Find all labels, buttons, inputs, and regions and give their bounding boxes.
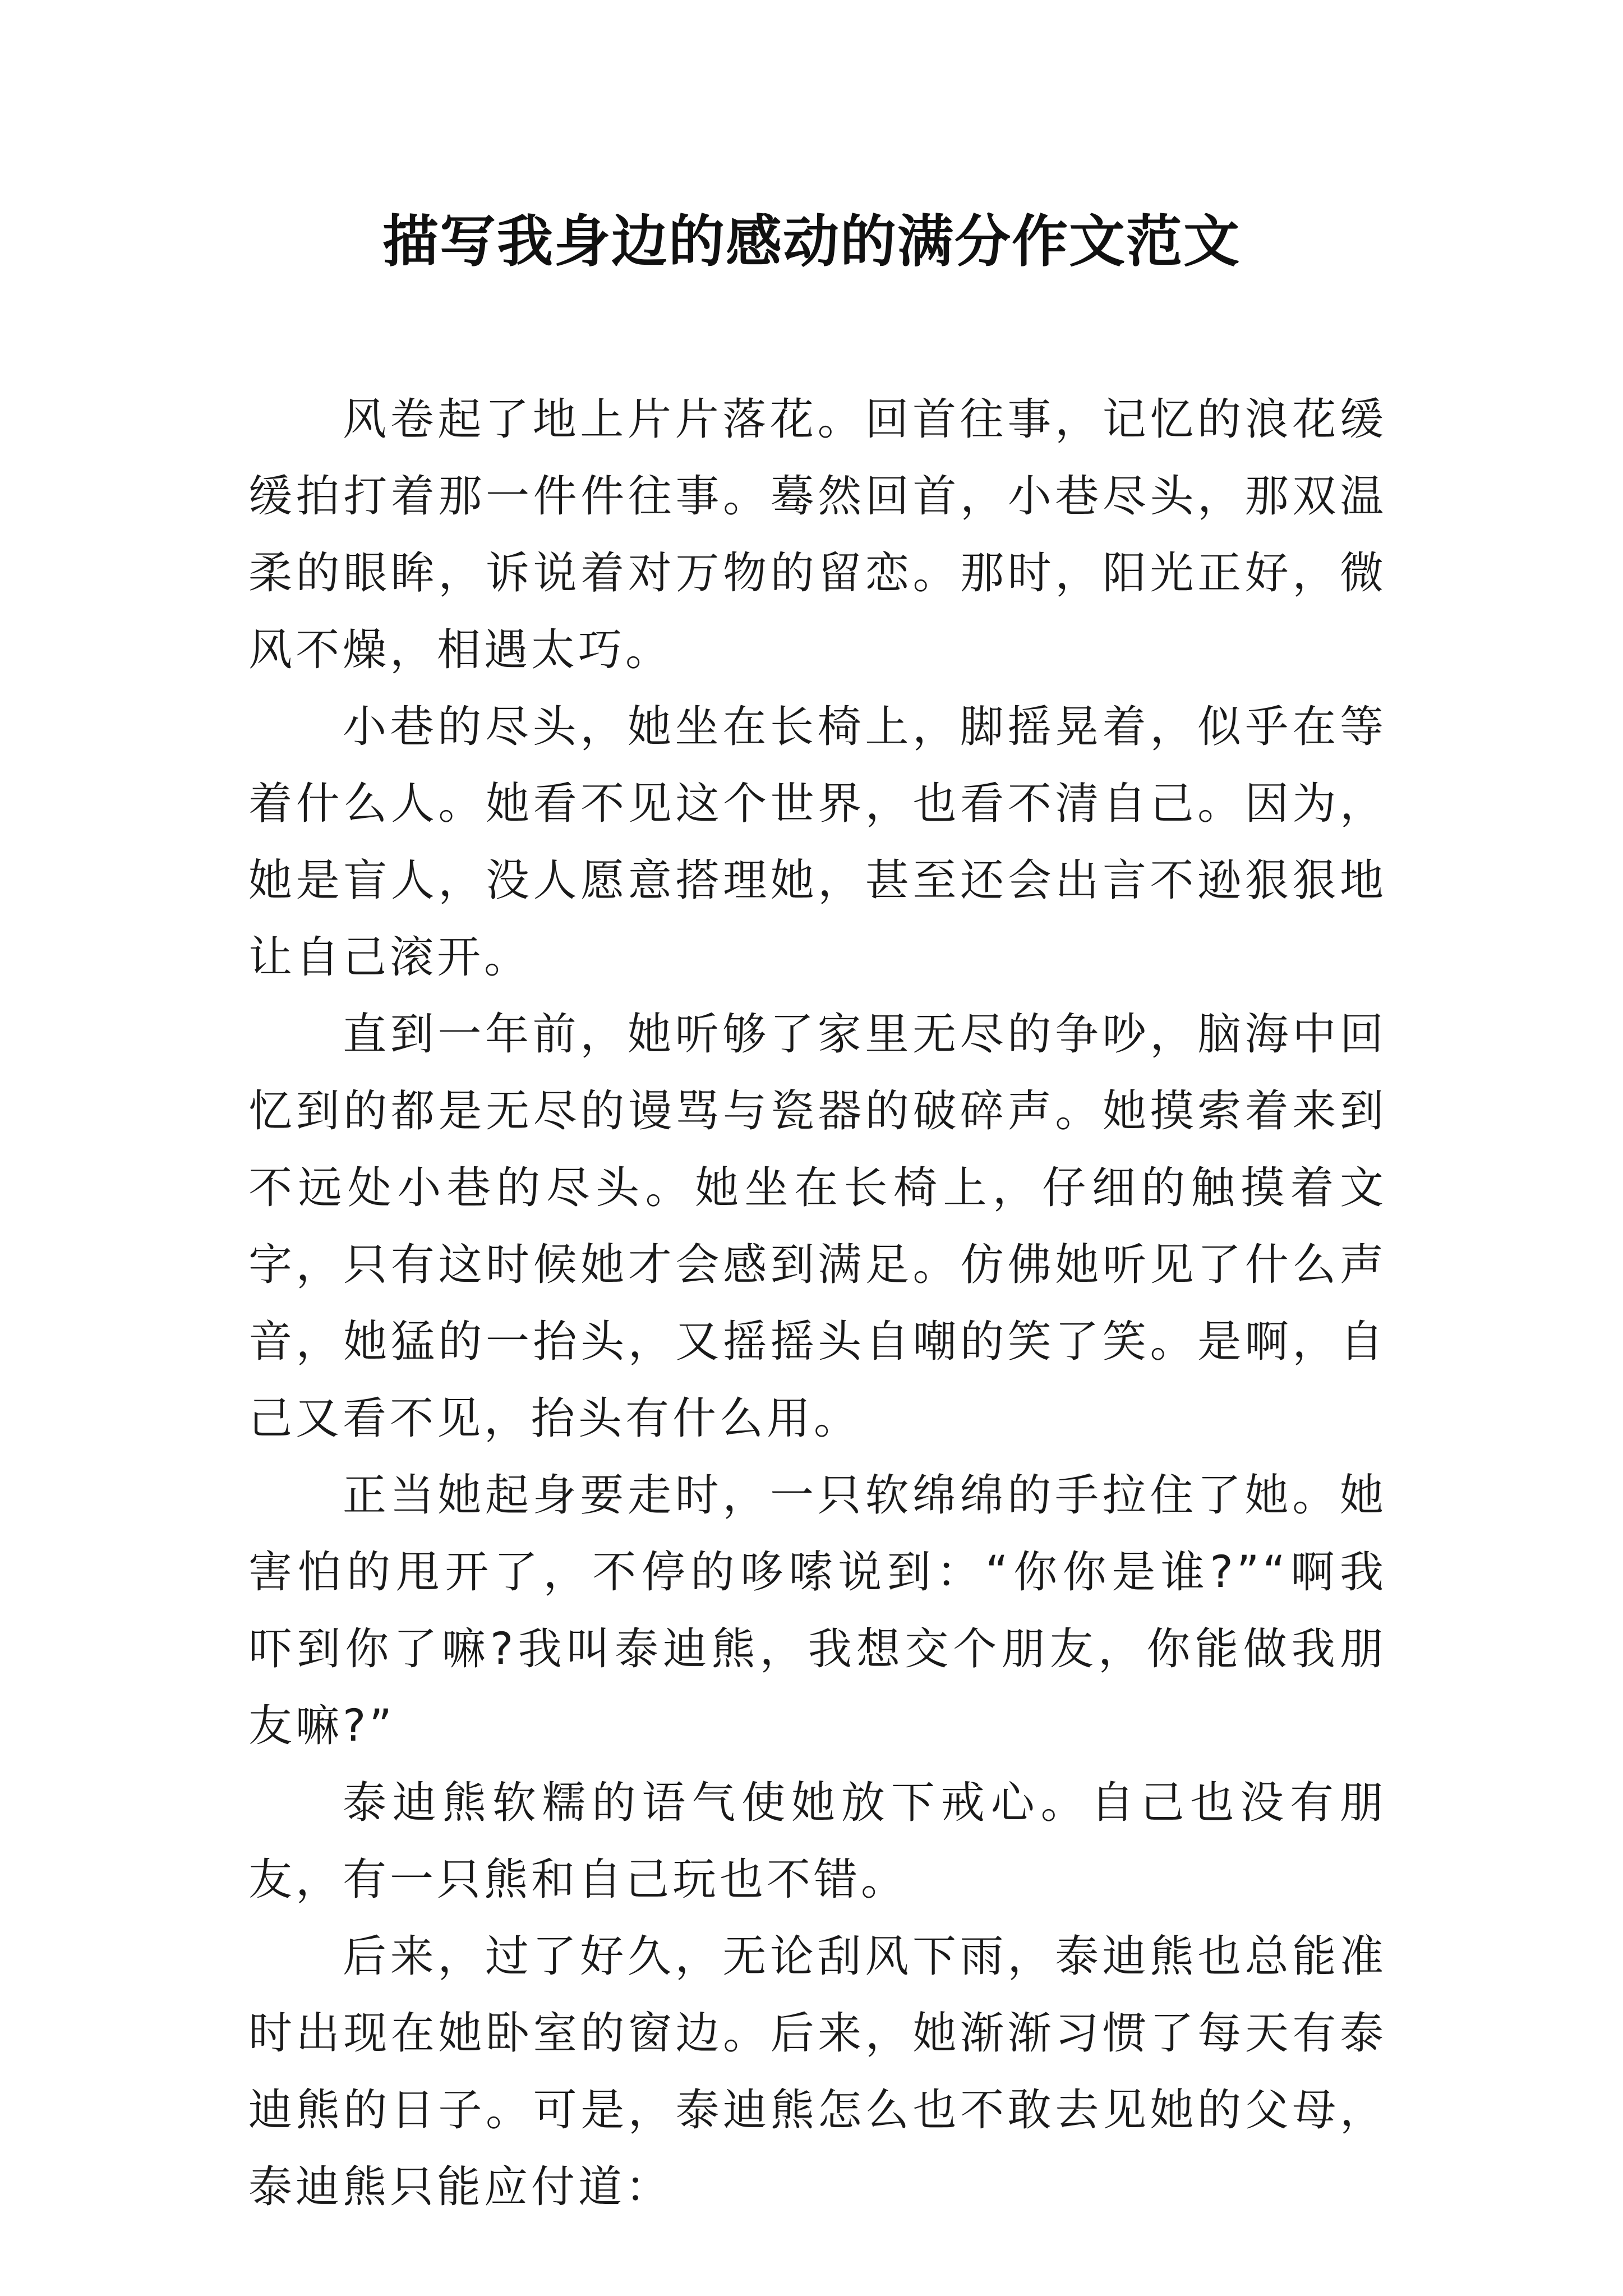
paragraph: 后来，过了好久，无论刮风下雨，泰迪熊也总能准时出现在她卧室的窗边。后来，她渐渐习惯了每天有泰迪熊的日子。可是，泰迪熊怎么也不敢去见她的父母，泰迪熊只能应付道：	[248, 1931, 1387, 2212]
document-body	[248, 381, 1387, 2226]
paragraph: 风卷起了地上片片落花。回首往事，记忆的浪花缓缓拍打着那一件件往事。蓦然回首，小巷尽头，那双温柔的眼眸，诉说着对万物的留恋。那时，阳光正好，微风不燥，相遇太巧。	[248, 394, 1387, 675]
document-title: 描写我身边的感动的满分作文范文	[382, 208, 1241, 274]
paragraph: 正当她起身要走时，一只软绵绵的手拉住了她。她害怕的甩开了，不停的哆嗦说到：“你你是谁?”“啊我吓到你了嘛?我叫泰迪熊，我想交个朋友，你能做我朋友嘛?”	[248, 1470, 1387, 1751]
paragraph: 泰迪熊软糯的语气使她放下戒心。自己也没有朋友，有一只熊和自己玩也不错。	[248, 1778, 1387, 1905]
paragraph: 直到一年前，她听够了家里无尽的争吵，脑海中回忆到的都是无尽的谩骂与瓷器的破碎声。她摸索着来到不远处小巷的尽头。她坐在长椅上，仔细的触摸着文字，只有这时候她才会感到满足。仿佛她听见了什么声音，她猛的一抬头，又摇摇头自嘲的笑了笑。是啊，自己又看不见，抬头有什么用。	[248, 1009, 1387, 1444]
paragraph: 小巷的尽头，她坐在长椅上，脚摇晃着，似乎在等着什么人。她看不见这个世界，也看不清自己。因为，她是盲人，没人愿意搭理她，甚至还会出言不逊狠狠地让自己滚开。	[248, 702, 1387, 983]
